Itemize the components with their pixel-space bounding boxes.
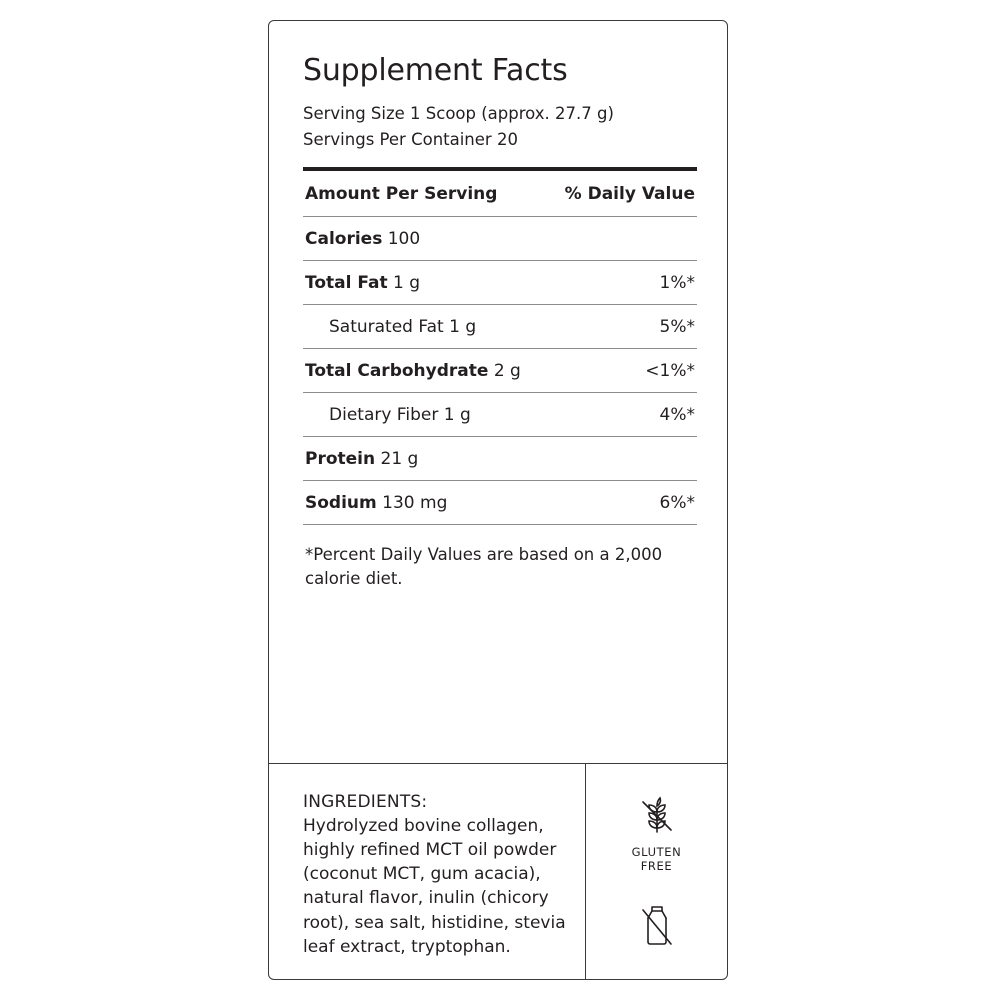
table-row (303, 393, 697, 436)
nutrient-name: Saturated Fat (329, 317, 444, 338)
table-row (303, 349, 697, 392)
nutrient-dv: 6%* (659, 493, 695, 514)
nutrient-amount: 21 g (380, 449, 419, 470)
nutrient-amount: 1 g (392, 273, 420, 294)
nutrient-name: Calories (305, 229, 383, 250)
nutrient-name: Total Carbohydrate (305, 361, 489, 382)
badge-label-line2: FREE (640, 859, 673, 874)
nutrient-amount: 1 g (443, 405, 471, 426)
serving-size-text: Serving Size 1 Scoop (approx. 27.7 g) (303, 103, 614, 123)
table-row (303, 437, 697, 480)
table-header-row (303, 171, 697, 216)
supplement-facts-panel (268, 20, 728, 980)
amount-per-serving-header: Amount Per Serving (305, 184, 498, 205)
nutrient-amount: 130 mg (382, 493, 448, 514)
nutrient-amount: 100 (387, 229, 421, 250)
badge-label (632, 845, 682, 874)
nutrient-dv: <1%* (645, 361, 695, 382)
nutrient-dv: 4%* (659, 405, 695, 426)
table-row (303, 305, 697, 348)
nutrient-name: Dietary Fiber (329, 405, 439, 426)
nutrient-dv: 5%* (659, 317, 695, 338)
lower-section (269, 763, 727, 979)
nutrient-amount: 2 g (493, 361, 521, 382)
page-title: Supplement Facts (303, 53, 568, 88)
milk-carton-crossed-icon (634, 900, 680, 952)
ingredients-text: Hydrolyzed bovine collagen, highly refined MCT oil powder (coconut MCT, gum acacia), natural flavor, inulin (chicory root), sea salt, histidine, stevia leaf extract, tryptophan. (303, 816, 566, 957)
daily-value-footnote: *Percent Daily Values are based on a 2,000 calorie diet. (305, 545, 663, 589)
badge-gluten-free (632, 792, 682, 874)
table-row (303, 261, 697, 304)
supplement-facts-block (269, 21, 727, 591)
wheat-crossed-icon (634, 792, 680, 838)
nutrient-name: Total Fat (305, 273, 388, 294)
ingredients-label: INGREDIENTS: (303, 792, 428, 812)
nutrient-amount: 1 g (449, 317, 477, 338)
badge-label-line1: GLUTEN (631, 845, 682, 859)
servings-per-container-text: Servings Per Container 20 (303, 129, 518, 149)
daily-value-header: % Daily Value (564, 184, 695, 205)
badge-dairy-free (634, 900, 680, 952)
badges-column (585, 764, 727, 979)
table-row (303, 481, 697, 524)
nutrient-name: Protein (305, 449, 376, 470)
table-row (303, 217, 697, 260)
nutrient-name: Sodium (305, 493, 377, 514)
ingredients-block (269, 764, 585, 979)
nutrient-dv: 1%* (659, 273, 695, 294)
